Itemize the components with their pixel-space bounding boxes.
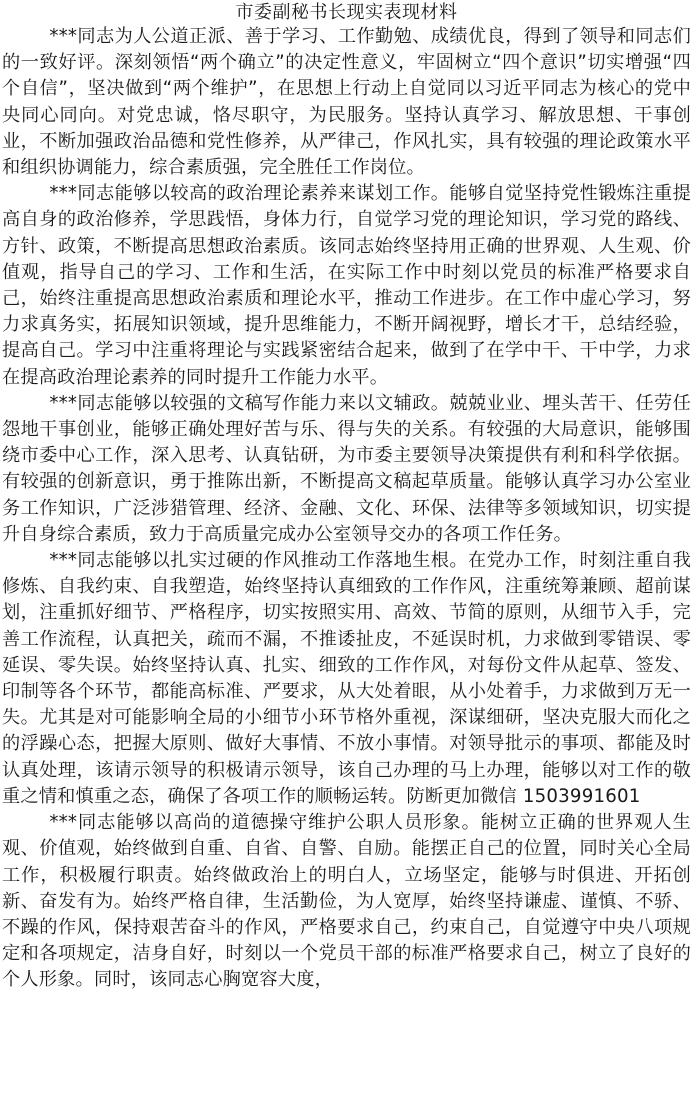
paragraph-work-style: ***同志能够以扎实过硬的作风推动工作落地生根。在党办工作，时刻注重自我修炼、自我约束、自我塑造，始终坚持认真细致的工作作风，注重统筹兼顾、超前谋划，注重抓好细节、严格程序，切实按照实用、高效、节简的原则，从细节入手，完善工作流程，认真把关，疏而不漏，不推诿扯皮，不延误时机，力求做到零错误、零延误、零失误。始终坚持认真、扎实、细致的工作作风，对每份文件从起草、签发、印制等各个环节，都能高标准、严要求，从大处着眼，从小处着手，力求做到万无一失。尤其是对可能影响全局的小细节小环节格外重视，深谋细研，坚决克服大而化之的浮躁心态，把握大原则、做好大事情、不放小事情。对领导批示的事项、都能及时认真处理，该请示领导的积极请示领导，该自己办理的马上办理，能够以对工作的敬重之情和慎重之态，确保了各项工作的顺畅运转。防断更加微信 1503991601	[2, 550, 691, 807]
paragraph-moral-conduct: ***同志能够以高尚的道德操守维护公职人员形象。能树立正确的世界观人生观、价值观，始终做到自重、自省、自警、自励。能摆正自己的位置，同时关心全局工作，积极履行职责。始终做政治上的明白人，立场坚定，能够与时俱进、开拓创新、奋发有为。始终严格自律，生活勤俭，为人宽厚，始终坚持谦虚、谨慎、不骄、不躁的作风，保持艰苦奋斗的作风，严格要求自己，约束自己，自觉遵守中央八项规定和各项规定，洁身自好，时刻以一个党员干部的标准严格要求自己，树立了良好的个人形象。同时，该同志心胸宽容大度，	[2, 812, 691, 991]
document-title: 市委副秘书长现实表现材料	[235, 2, 458, 23]
paragraph-political-integrity: ***同志为人公道正派、善于学习、工作勤勉、成绩优良，得到了领导和同志们的一致好评。深刻领悟“两个确立”的决定性意义，牢固树立“四个意识”切实增强“四个自信”，坚决做到“两个维护”，在思想上行动上自觉同以习近平同志为核心的党中央同心同向。对党忠诚，恪尽职守，为民服务。坚持认真学习、解放思想、干事创业，不断加强政治品德和党性修养，从严律己，作风扎实，具有较强的理论政策水平和组织协调能力，综合素质强，完全胜任工作岗位。	[2, 26, 691, 179]
paragraph-writing-ability: ***同志能够以较强的文稿写作能力来以文辅政。兢兢业业、埋头苦干、任劳任怨地干事创业，能够正确处理好苦与乐、得与失的关系。有较强的大局意识，能够围绕市委中心工作，深入思考、认真钻研，为市委主要领导决策提供有利和科学依据。有较强的创新意识，勇于推陈出新，不断提高文稿起草质量。能够认真学习办公室业务工作知识，广泛涉猎管理、经济、金融、文化、环保、法律等多领域知识，切实提升自身综合素质，致力于高质量完成办公室领导交办的各项工作任务。	[2, 392, 691, 545]
paragraph-theory-study: ***同志能够以较高的政治理论素养来谋划工作。能够自觉坚持党性锻炼注重提高自身的政治修养，学思践悟，身体力行，自觉学习党的理论知识，学习党的路线、方针、政策，不断提高思想政治素质。该同志始终坚持用正确的世界观、人生观、价值观，指导自己的学习、工作和生活，在实际工作中时刻以党员的标准严格要求自己，始终注重提高思想政治素质和理论水平，推动工作进步。在工作中虚心学习，努力求真务实，拓展知识领域，提升思维能力，不断开阔视野，增长才干，总结经验，提高自己。学习中注重将理论与实践紧密结合起来，做到了在学中干、干中学，力求在提高政治理论素养的同时提升工作能力水平。	[2, 183, 691, 388]
